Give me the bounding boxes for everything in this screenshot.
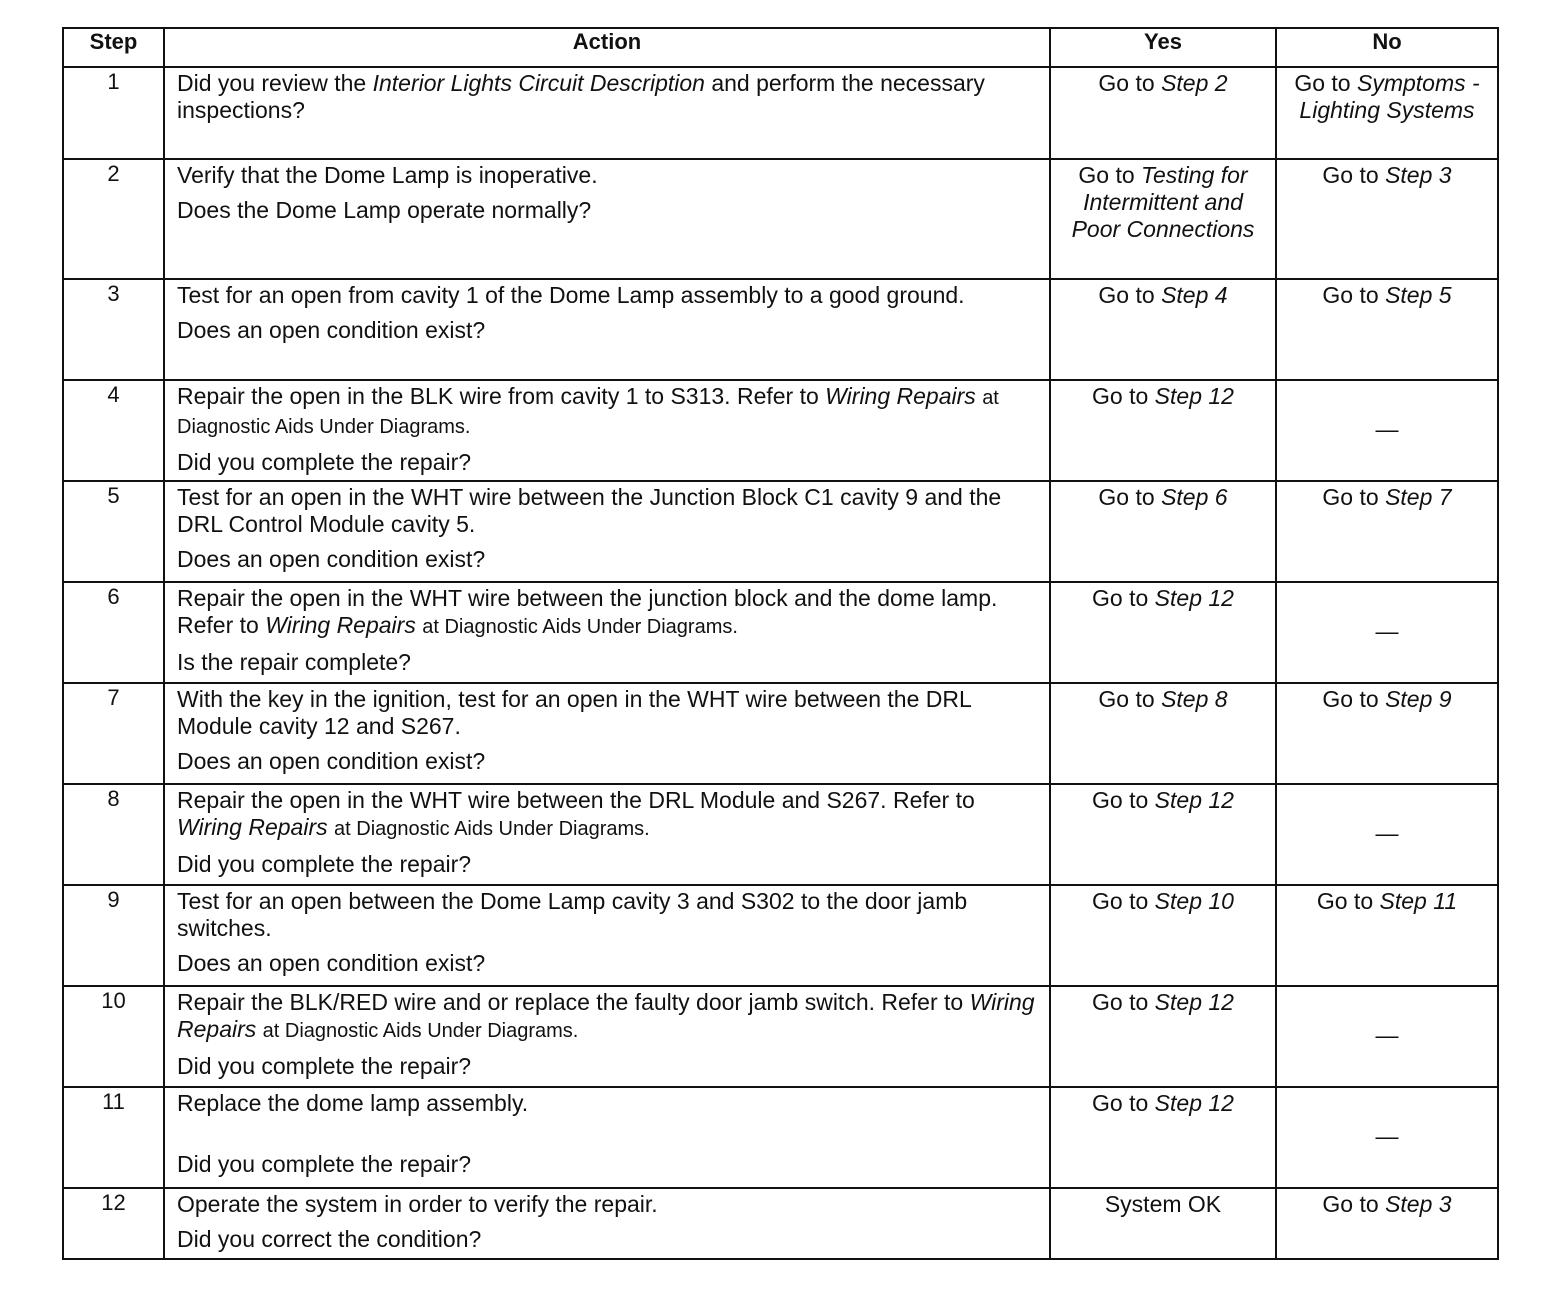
action-question: Does an open condition exist?: [177, 748, 486, 774]
no-cell: [1276, 582, 1498, 683]
action-cell: [164, 67, 1050, 159]
yes-cell: Go to Step 12: [1050, 1087, 1276, 1188]
action-text: Replace the dome lamp assembly.: [177, 1090, 529, 1116]
action-cell: [164, 380, 1050, 481]
yes-cell: Go to Step 12: [1050, 582, 1276, 683]
no-cell: Go to Step 9: [1276, 683, 1498, 784]
no-cell: Go to Step 3: [1276, 159, 1498, 279]
step-number: 3: [63, 279, 164, 380]
action-question: Did you complete the repair?: [177, 1053, 472, 1079]
table-row: [63, 784, 1498, 885]
action-question: Does an open condition exist?: [177, 950, 486, 976]
table-row: [63, 279, 1498, 380]
action-question: Does an open condition exist?: [177, 546, 486, 572]
step-number: 5: [63, 481, 164, 582]
step-number: 12: [63, 1188, 164, 1259]
table-row: [63, 380, 1498, 481]
step-number: 8: [63, 784, 164, 885]
action-cell: [164, 784, 1050, 885]
action-text: Test for an open in the WHT wire between the Junction Block C1 cavity 9 and the DRL Control Module cavity 5.: [177, 484, 1002, 537]
step-number: 6: [63, 582, 164, 683]
table-row: [63, 582, 1498, 683]
header-row: [63, 28, 1498, 67]
yes-cell: Go to Testing for Intermittent and Poor Connections: [1050, 159, 1276, 279]
action-text: Test for an open between the Dome Lamp cavity 3 and S302 to the door jamb switches.: [177, 888, 968, 941]
table-row: [63, 986, 1498, 1087]
header-action: Action: [164, 28, 1050, 67]
action-text: Repair the open in the WHT wire between the junction block and the dome lamp. Refer to Wiring Repairs at Diagnostic Aids Under Diagrams.: [177, 585, 998, 638]
no-cell: Go to Symptoms - Lighting Systems: [1276, 67, 1498, 159]
table-row: [63, 481, 1498, 582]
action-cell: [164, 582, 1050, 683]
action-cell: [164, 1188, 1050, 1259]
action-cell: [164, 1087, 1050, 1188]
step-number: 9: [63, 885, 164, 986]
yes-cell: Go to Step 4: [1050, 279, 1276, 380]
action-cell: [164, 885, 1050, 986]
table-row: [63, 67, 1498, 159]
yes-cell: Go to Step 2: [1050, 67, 1276, 159]
no-dash: —: [1375, 618, 1399, 644]
yes-cell: System OK: [1050, 1188, 1276, 1259]
step-number: 11: [63, 1087, 164, 1188]
step-number: 10: [63, 986, 164, 1087]
action-text: With the key in the ignition, test for an open in the WHT wire between the DRL Module cavity 12 and S267.: [177, 686, 971, 739]
diagnostic-table: [62, 27, 1499, 1260]
action-question: Did you correct the condition?: [177, 1226, 482, 1252]
no-cell: [1276, 1087, 1498, 1188]
action-question: Is the repair complete?: [177, 649, 411, 675]
yes-cell: Go to Step 10: [1050, 885, 1276, 986]
header-yes: Yes: [1050, 28, 1276, 67]
table-row: [63, 683, 1498, 784]
action-question: Did you complete the repair?: [177, 851, 472, 877]
no-cell: Go to Step 5: [1276, 279, 1498, 380]
header-step: Step: [63, 28, 164, 67]
yes-cell: Go to Step 12: [1050, 380, 1276, 481]
table-row: [63, 885, 1498, 986]
no-cell: [1276, 784, 1498, 885]
step-number: 2: [63, 159, 164, 279]
no-dash: —: [1375, 416, 1399, 442]
action-question: Did you complete the repair?: [177, 449, 472, 475]
action-text: Did you review the Interior Lights Circuit Description and perform the necessary inspections?: [177, 70, 985, 123]
action-text: Test for an open from cavity 1 of the Dome Lamp assembly to a good ground.: [177, 282, 965, 308]
action-question: Does an open condition exist?: [177, 317, 486, 343]
action-text: Verify that the Dome Lamp is inoperative.: [177, 162, 598, 188]
table-row: [63, 159, 1498, 279]
action-cell: [164, 986, 1050, 1087]
yes-cell: Go to Step 12: [1050, 986, 1276, 1087]
no-cell: Go to Step 3: [1276, 1188, 1498, 1259]
no-cell: Go to Step 11: [1276, 885, 1498, 986]
no-cell: [1276, 986, 1498, 1087]
yes-cell: Go to Step 8: [1050, 683, 1276, 784]
step-number: 1: [63, 67, 164, 159]
action-question: Does the Dome Lamp operate normally?: [177, 197, 592, 223]
action-text: Repair the BLK/RED wire and or replace the faulty door jamb switch. Refer to Wiring Repairs at Diagnostic Aids Under Diagrams.: [177, 989, 1035, 1042]
no-dash: —: [1375, 1022, 1399, 1048]
action-question: Did you complete the repair?: [177, 1151, 472, 1177]
action-text: Repair the open in the BLK wire from cavity 1 to S313. Refer to Wiring Repairs at Diagnostic Aids Under Diagrams.: [177, 383, 999, 438]
no-dash: —: [1375, 1123, 1399, 1149]
yes-cell: Go to Step 12: [1050, 784, 1276, 885]
action-cell: [164, 279, 1050, 380]
action-cell: [164, 481, 1050, 582]
action-cell: [164, 683, 1050, 784]
no-cell: [1276, 380, 1498, 481]
table-row: [63, 1087, 1498, 1188]
step-number: 7: [63, 683, 164, 784]
step-number: 4: [63, 380, 164, 481]
action-text: Repair the open in the WHT wire between the DRL Module and S267. Refer to Wiring Repairs at Diagnostic Aids Under Diagrams.: [177, 787, 975, 840]
no-dash: —: [1375, 820, 1399, 846]
yes-cell: Go to Step 6: [1050, 481, 1276, 582]
table-row: [63, 1188, 1498, 1259]
header-no: No: [1276, 28, 1498, 67]
no-cell: Go to Step 7: [1276, 481, 1498, 582]
action-cell: [164, 159, 1050, 279]
action-text: Operate the system in order to verify the repair.: [177, 1191, 658, 1217]
